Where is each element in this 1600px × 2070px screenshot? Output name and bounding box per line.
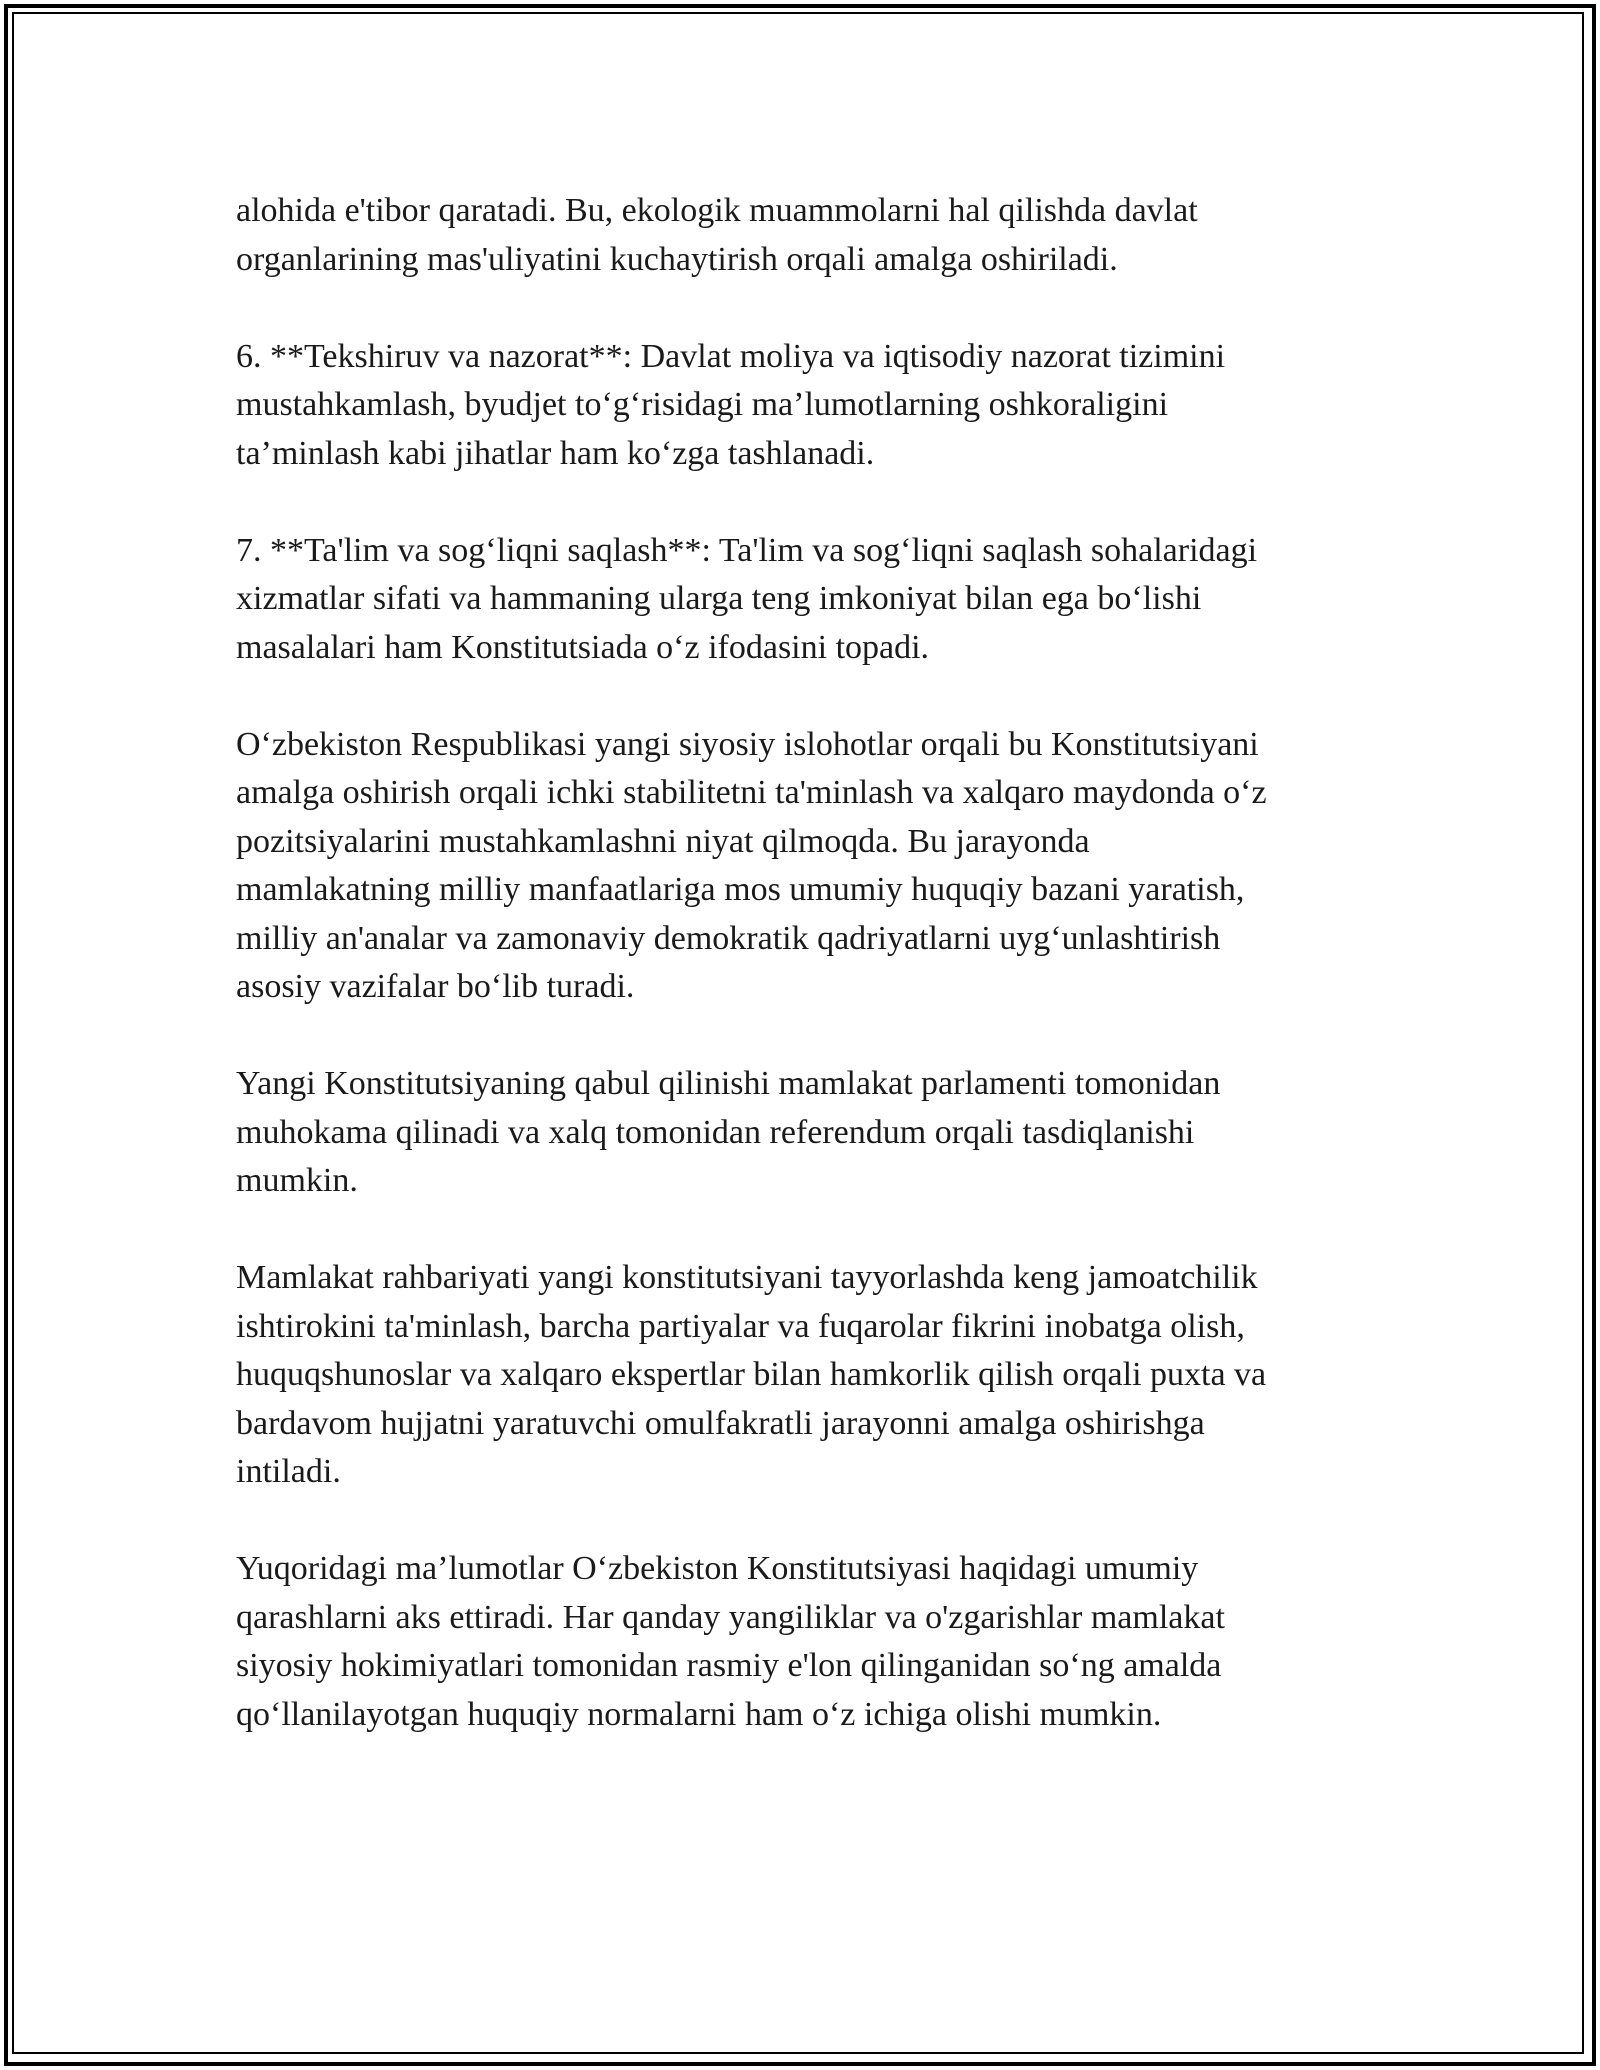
document-body [236, 187, 1376, 1788]
paragraph [236, 527, 1376, 673]
text-line: mustahkamlash, byudjet to‘g‘risidagi ma’lumotlarning oshkoraligini [236, 386, 1169, 423]
text-line: Yangi Konstitutsiyaning qabul qilinishi mamlakat parlamenti tomonidan [236, 1065, 1221, 1102]
paragraph [236, 1545, 1376, 1739]
text-line: siyosiy hokimiyatlari tomonidan rasmiy e'lon qilinganidan so‘ng amalda [236, 1647, 1222, 1684]
text-line: alohida e'tibor qaratadi. Bu, ekologik muammolarni hal qilishda davlat [236, 192, 1198, 229]
text-line: organlarining mas'uliyatini kuchaytirish orqali amalga oshiriladi. [236, 240, 1118, 278]
text-line: 6. **Tekshiruv va nazorat**: Davlat moliya va iqtisodiy nazorat tizimini [236, 337, 1226, 375]
text-line: O‘zbekiston Respublikasi yangi siyosiy islohotlar orqali bu Konstitutsiyani [236, 725, 1259, 763]
text-line: huquqshunoslar va xalqaro ekspertlar bilan hamkorlik qilish orqali puxta va [236, 1356, 1267, 1393]
text-line: qo‘llanilayotgan huquqiy normalarni ham o‘z ichiga olishi mumkin. [236, 1695, 1162, 1733]
text-line: pozitsiyalarini mustahkamlashni niyat qilmoqda. Bu jarayonda [236, 822, 1090, 860]
text-line: mamlakatning milliy manfaatlariga mos umumiy huquqiy bazani yaratish, [236, 871, 1245, 908]
text-line: intiladi. [236, 1453, 341, 1490]
text-line: Mamlakat rahbariyati yangi konstitutsiyani tayyorlashda keng jamoatchilik [236, 1259, 1258, 1296]
text-line: asosiy vazifalar bo‘lib turadi. [236, 968, 635, 1005]
paragraph [236, 333, 1376, 479]
text-line: muhokama qilinadi va xalq tomonidan referendum orqali tasdiqlanishi [236, 1113, 1195, 1151]
text-line: milliy an'analar va zamonaviy demokratik qadriyatlarni uyg‘unlashtirish [236, 919, 1221, 957]
text-line: ta’minlash kabi jihatlar ham ko‘zga tashlanadi. [236, 434, 875, 472]
paragraph [236, 1060, 1376, 1206]
paragraph [236, 187, 1376, 284]
text-line: amalga oshirish orqali ichki stabilitetni ta'minlash va xalqaro maydonda o‘z [236, 774, 1267, 811]
text-line: ishtirokini ta'minlash, barcha partiyalar va fuqarolar fikrini inobatga olish, [236, 1307, 1245, 1345]
text-line: Yuqoridagi ma’lumotlar O‘zbekiston Konstitutsiyasi haqidagi umumiy [236, 1550, 1199, 1587]
text-line: mumkin. [236, 1162, 358, 1199]
paragraph [236, 721, 1376, 1012]
text-line: qarashlarni aks ettiradi. Har qanday yangiliklar va o'zgarishlar mamlakat [236, 1598, 1225, 1636]
text-line: bardavom hujjatni yaratuvchi omulfakratli jarayonni amalga oshirishga [236, 1404, 1205, 1442]
paragraph [236, 1254, 1376, 1497]
text-line: 7. **Ta'lim va sog‘liqni saqlash**: Ta'lim va sog‘liqni saqlash sohalaridagi [236, 531, 1258, 569]
text-line: masalalari ham Konstitutsiada o‘z ifodasini topadi. [236, 628, 930, 666]
text-line: xizmatlar sifati va hammaning ularga teng imkoniyat bilan ega bo‘lishi [236, 580, 1202, 617]
